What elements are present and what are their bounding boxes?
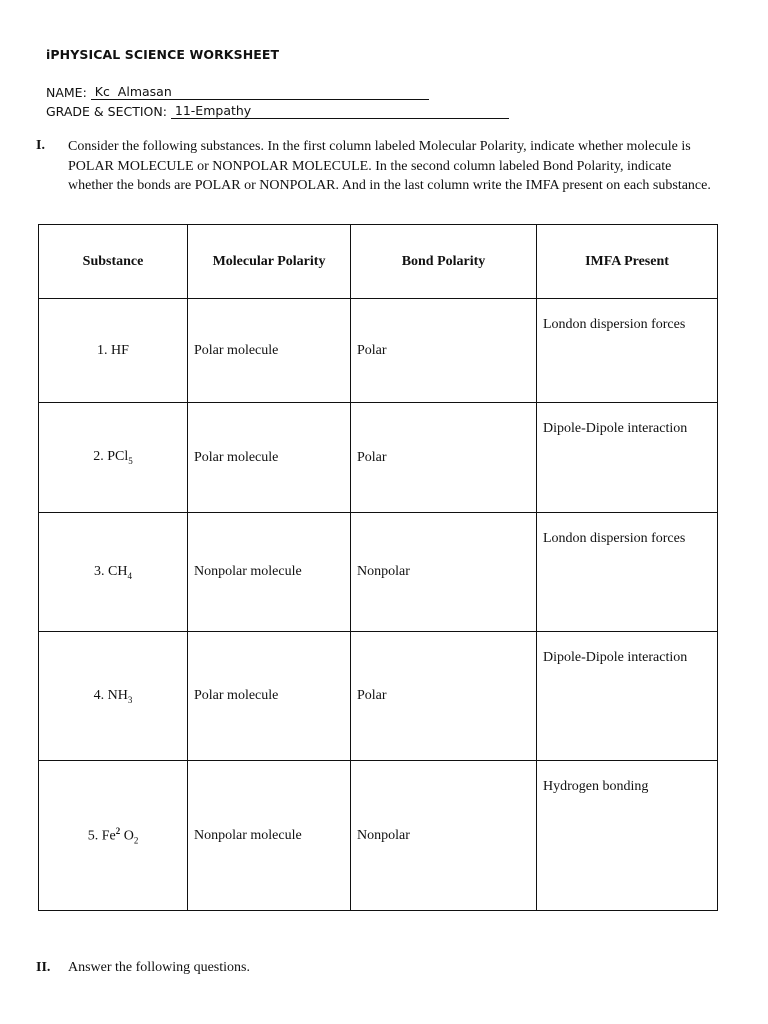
table-row xyxy=(39,761,718,911)
header-substance: Substance xyxy=(39,225,188,299)
bond-polarity-cell[interactable]: Polar xyxy=(351,632,537,761)
bond-polarity-cell[interactable]: Polar xyxy=(351,403,537,513)
imfa-cell[interactable]: Dipole-Dipole interaction xyxy=(537,632,718,761)
imfa-cell[interactable]: Hydrogen bonding xyxy=(537,761,718,911)
grade-section-value[interactable]: 11-Empathy xyxy=(171,103,509,119)
section-two-prompt: Answer the following questions. xyxy=(68,960,250,975)
header-imfa-present: IMFA Present xyxy=(537,225,718,299)
table-header-row xyxy=(39,225,718,299)
substance-table xyxy=(38,224,718,911)
formula-subscript: 2 xyxy=(133,835,139,846)
imfa-cell[interactable]: Dipole-Dipole interaction xyxy=(537,403,718,513)
header-bond-polarity: Bond Polarity xyxy=(351,225,537,299)
molecular-polarity-cell[interactable]: Nonpolar molecule xyxy=(188,513,351,632)
table-row xyxy=(39,299,718,403)
formula-tail: O xyxy=(120,828,134,844)
formula-subscript: 4 xyxy=(127,570,132,581)
table-row xyxy=(39,403,718,513)
molecular-polarity-cell[interactable]: Polar molecule xyxy=(188,299,351,403)
bond-polarity-cell[interactable]: Polar xyxy=(351,299,537,403)
substance-formula: 4. NH xyxy=(93,687,128,703)
grade-section-field-row xyxy=(46,103,509,119)
header-molecular-polarity: Molecular Polarity xyxy=(188,225,351,299)
name-label: NAME: xyxy=(46,85,91,100)
molecular-polarity-cell[interactable]: Polar molecule xyxy=(188,403,351,513)
bond-polarity-cell[interactable]: Nonpolar xyxy=(351,513,537,632)
formula-subscript: 5 xyxy=(128,455,133,466)
grade-section-label: GRADE & SECTION: xyxy=(46,104,171,119)
bond-polarity-cell[interactable]: Nonpolar xyxy=(351,761,537,911)
name-value[interactable]: Kc Almasan xyxy=(91,84,429,100)
substance-cell xyxy=(39,632,188,761)
substance-formula: 3. CH xyxy=(94,563,128,579)
formula-subscript: 3 xyxy=(127,694,133,705)
table-row xyxy=(39,632,718,761)
substance-cell xyxy=(39,761,188,911)
formula-superscript: 2 xyxy=(115,825,121,836)
substance-cell xyxy=(39,299,188,403)
molecular-polarity-cell[interactable]: Polar molecule xyxy=(188,632,351,761)
name-field-row xyxy=(46,84,429,100)
imfa-cell[interactable]: London dispersion forces xyxy=(537,299,718,403)
substance-cell xyxy=(39,403,188,513)
table-row xyxy=(39,513,718,632)
section-two-number: II. xyxy=(36,960,51,975)
worksheet-title: iPHYSICAL SCIENCE WORKSHEET xyxy=(46,47,280,62)
substance-formula: 1. HF xyxy=(97,342,129,358)
section-one-number: I. xyxy=(36,138,45,153)
substance-cell xyxy=(39,513,188,632)
molecular-polarity-cell[interactable]: Nonpolar molecule xyxy=(188,761,351,911)
substance-formula: 5. Fe xyxy=(87,828,116,844)
imfa-cell[interactable]: London dispersion forces xyxy=(537,513,718,632)
section-one-instructions: Consider the following substances. In the first column labeled Molecular Polarity, indicate whether molecule is POLAR MOLECULE or NONPOLAR MOLECULE. In the second column labeled Bond Polarity, indicate whether the bonds are POLAR or NONPOLAR. And in the last column write the IMFA present on each substance. xyxy=(68,139,711,194)
substance-formula: 2. PCl xyxy=(93,449,129,465)
